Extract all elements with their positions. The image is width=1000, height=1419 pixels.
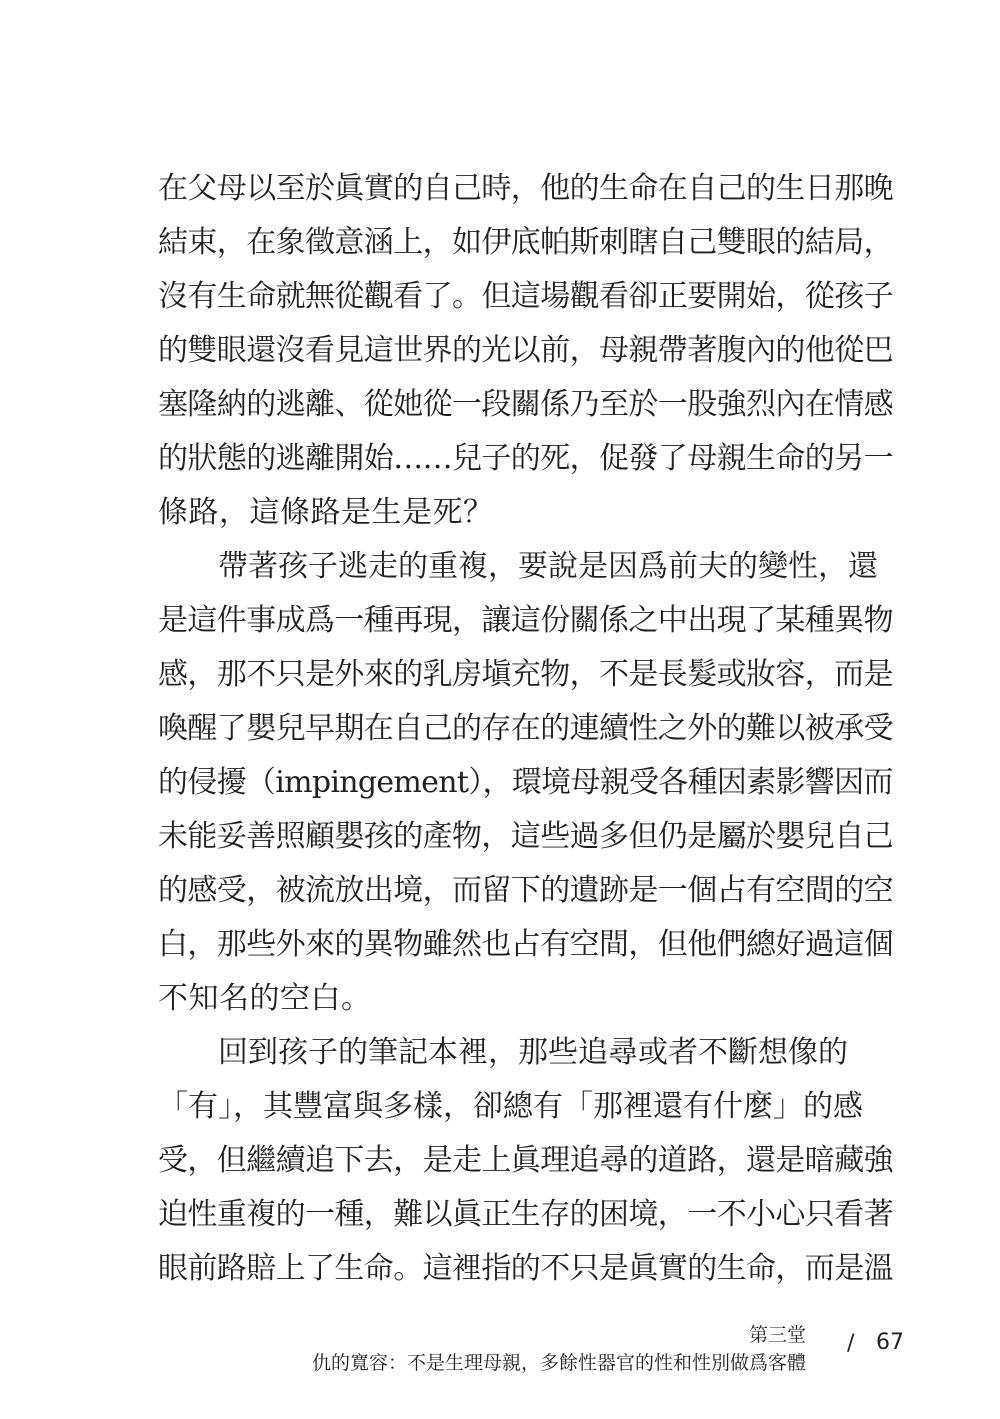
- text-line: 帶著孩子逃走的重複，要說是因爲前夫的變性，還: [218, 549, 878, 584]
- paragraph: [158, 540, 893, 1026]
- chapter-label: 第三堂: [748, 1324, 806, 1346]
- text-line: 結束，在象徵意涵上，如伊底帕斯刺瞎自己雙眼的結局，: [158, 225, 893, 260]
- footer-separator: /: [847, 1331, 855, 1356]
- text-line: 眼前路賠上了生命。這裡指的不只是眞實的生命，而是溫: [158, 1251, 893, 1286]
- text-line: 「有」，其豐富與多樣，卻總有「那裡還有什麼」的感: [158, 1089, 863, 1124]
- text-line: 未能妥善照顧嬰孩的產物，這些過多但仍是屬於嬰兒自己: [158, 819, 893, 854]
- text-line: 的狀態的逃離開始……兒子的死，促發了母親生命的另一: [158, 441, 893, 476]
- paragraph: [158, 162, 893, 540]
- text-line: 的侵擾（impingement），環境母親受各種因素影響因而: [158, 765, 893, 800]
- text-line: 條路，這條路是生是死？: [158, 495, 494, 530]
- chapter-title: 仇的寬容：不是生理母親，多餘性器官的性和性別做爲客體: [311, 1352, 806, 1374]
- text-line: 白，那些外來的異物雖然也占有空間，但他們總好過這個: [158, 927, 893, 962]
- text-line: 的雙眼還沒看見這世界的光以前，母親帶著腹內的他從巴: [158, 333, 893, 368]
- text-line: 的感受，被流放出境，而留下的遺跡是一個占有空間的空: [158, 873, 893, 908]
- page-number: 67: [876, 1330, 904, 1355]
- text-line: 喚醒了嬰兒早期在自己的存在的連續性之外的難以被承受: [158, 711, 893, 746]
- text-line: 迫性重複的一種，難以眞正生存的困境，一不小心只看著: [158, 1197, 893, 1232]
- paragraph: [158, 1026, 893, 1296]
- text-line: 受，但繼續追下去，是走上眞理追尋的道路，還是暗藏強: [158, 1143, 893, 1178]
- text-line: 不知名的空白。: [158, 981, 372, 1016]
- text-line: 是這件事成爲一種再現，讓這份關係之中出現了某種異物: [158, 603, 893, 638]
- text-line: 感，那不只是外來的乳房塡充物，不是長髮或妝容，而是: [158, 657, 893, 692]
- text-line: 塞隆納的逃離、從她從一段關係乃至於一股強烈內在情感: [158, 387, 893, 422]
- text-line: 在父母以至於眞實的自己時，他的生命在自己的生日那晚: [158, 171, 893, 206]
- body-text: [158, 162, 893, 1296]
- text-line: 沒有生命就無從觀看了。但這場觀看卻正要開始，從孩子: [158, 279, 893, 314]
- text-line: 回到孩子的筆記本裡，那些追尋或者不斷想像的: [218, 1035, 848, 1070]
